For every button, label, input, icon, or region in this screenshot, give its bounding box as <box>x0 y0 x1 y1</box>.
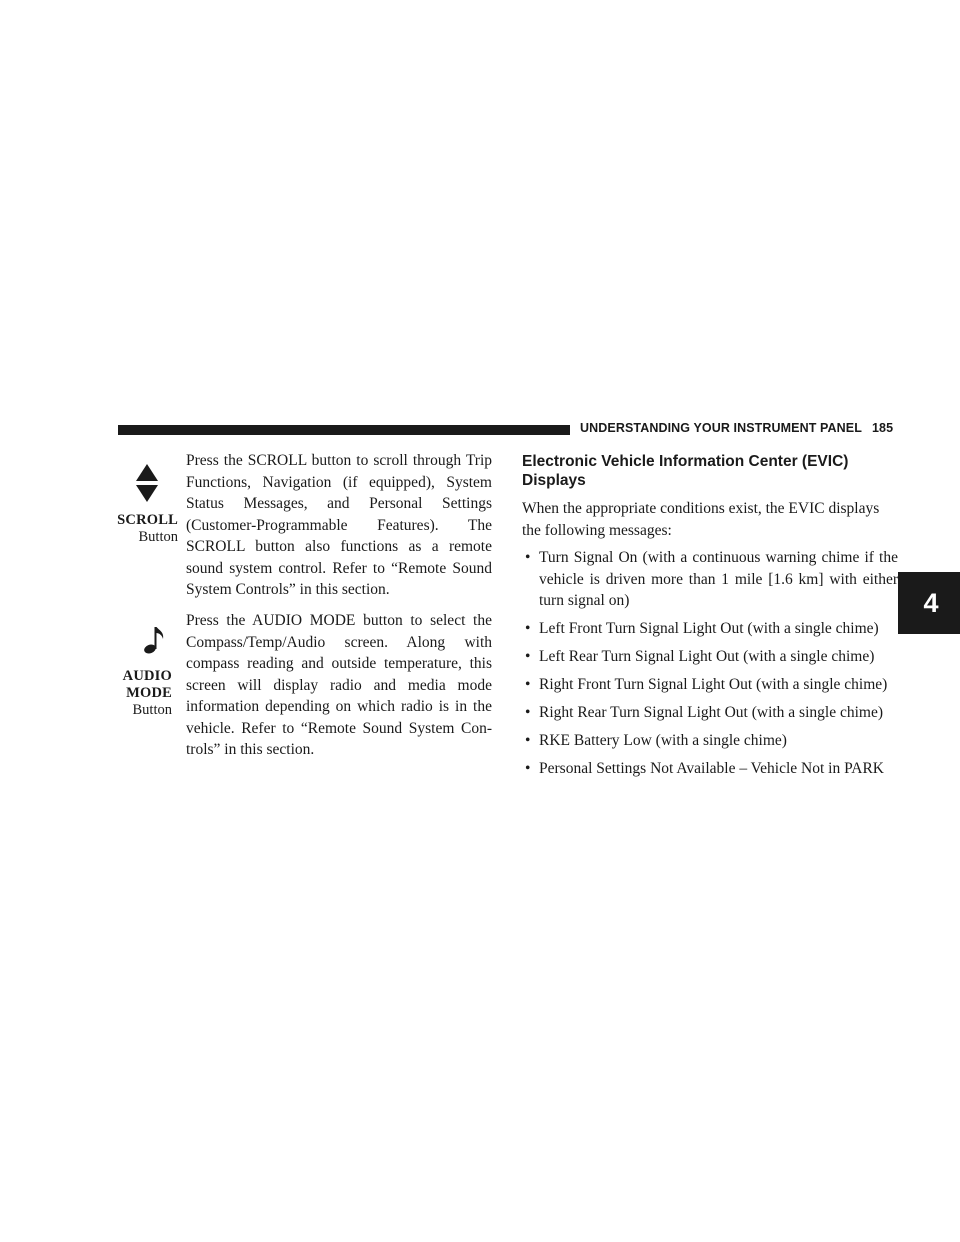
scroll-label: SCROLL <box>117 512 178 528</box>
bullet: • <box>525 704 531 721</box>
up-down-triangles-icon <box>112 462 178 504</box>
section-header-title: UNDERSTANDING YOUR INSTRUMENT PANEL <box>580 421 862 435</box>
evic-message-list <box>522 547 898 780</box>
audio-mode-label-button: Button <box>132 702 172 718</box>
bullet: • <box>525 760 531 777</box>
audio-mode-button-description: Press the AUDIO MODE button to select the Compass/Temp/Audio screen. Along with compass reading and outside temperature, this screen will display radio and media mode information depending on which radio is in the vehicle. Refer to “Remote Sound System Con-trols” in this section. <box>186 612 492 758</box>
list-item: • Personal Settings Not Available – Vehicle Not in PARK <box>522 758 898 780</box>
list-item: • Left Front Turn Signal Light Out (with a single chime) <box>522 618 898 640</box>
header-rule <box>118 425 570 435</box>
list-item: • Turn Signal On (with a continuous warning chime if the vehicle is driven more than 1 mile [1.6 km] with either turn signal on) <box>525 549 898 609</box>
bullet: • <box>525 620 531 637</box>
audio-mode-button-figure <box>106 624 172 719</box>
scroll-button-figure <box>112 462 178 546</box>
mode-label: MODE <box>126 685 172 701</box>
scroll-label-button: Button <box>138 529 178 545</box>
chapter-tab: 4 <box>898 572 960 634</box>
audio-label: AUDIO <box>122 668 172 684</box>
list-item: • Left Rear Turn Signal Light Out (with a single chime) <box>522 646 898 668</box>
evic-section-title: Electronic Vehicle Information Center (EVIC) Displays <box>522 453 849 489</box>
bullet: • <box>525 648 531 665</box>
evic-intro: When the appropriate conditions exist, the EVIC displays the following messages: <box>522 500 880 539</box>
list-item: • Right Rear Turn Signal Light Out (with a single chime) <box>522 702 898 724</box>
bullet: • <box>525 676 531 693</box>
running-header <box>580 421 893 435</box>
scroll-button-description: Press the SCROLL button to scroll through Trip Functions, Navigation (if equipped), System Status Messages, and Personal Settings (Customer-Programmable Features). The SCROLL button also functions as a remote sound system control. Refer to “Remote Sound System Controls” in this section. <box>186 452 492 598</box>
music-note-icon <box>106 624 172 654</box>
list-item: • Right Front Turn Signal Light Out (with a single chime) <box>522 674 898 696</box>
page-number: 185 <box>871 421 894 435</box>
bullet: • <box>525 732 531 749</box>
list-item: • RKE Battery Low (with a single chime) <box>522 730 898 752</box>
evic-section <box>522 452 898 786</box>
bullet: • <box>525 549 531 566</box>
